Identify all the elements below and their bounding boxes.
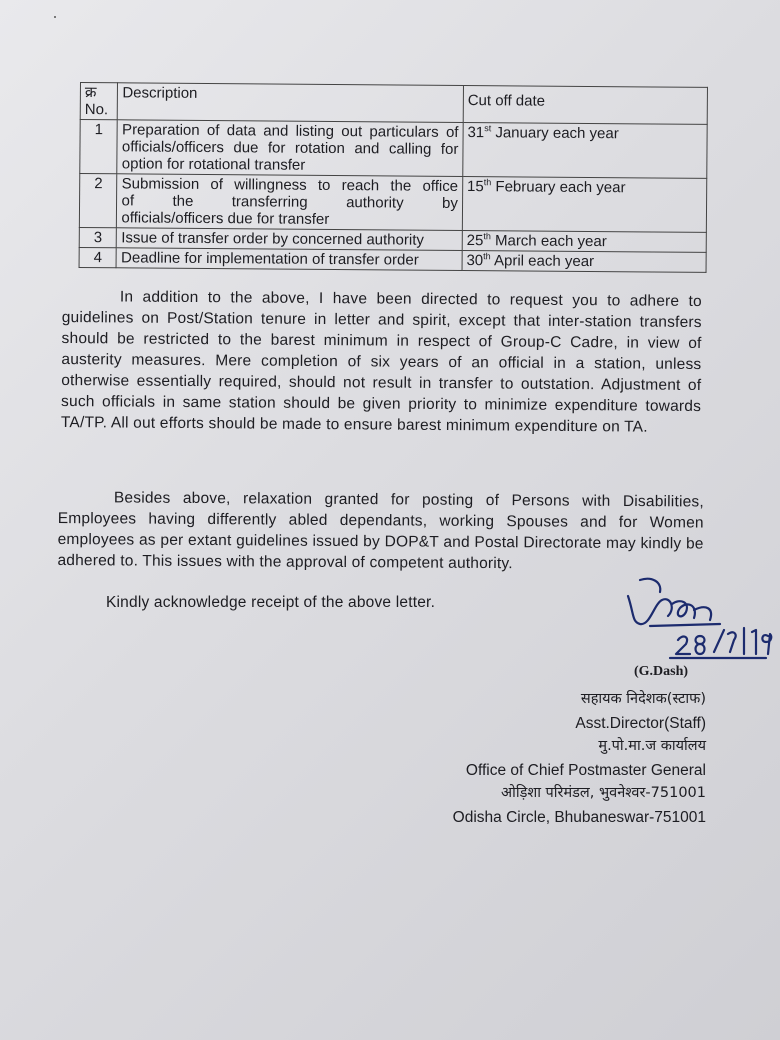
paper-speck [54,16,56,18]
row-number: 1 [80,120,118,174]
table-header-row [80,83,707,125]
row-cutoff [463,123,708,179]
header-cutoff [463,86,707,125]
row-cutoff [462,177,707,233]
cutoff-month: February each year [491,178,626,197]
signature-stroke [628,596,672,624]
cutoff-suffix: th [483,251,491,262]
header-description: Description [118,83,464,123]
paragraph-acknowledge: Kindly acknowledge receipt of the above letter. [106,594,436,611]
header-serial-english: No. [84,101,109,119]
cutoff-suffix: th [483,177,492,188]
title-hindi: सहायक निदेशक(स्टाफ) [580,691,706,707]
paragraph-relaxation: Besides above, relaxation granted for posting of Persons with Disabilities, Employees having differently abled dependants, working Spouses and for Women employees as per extant guidelines issued by DOP&T and Postal Directorate may kindly be adhered to. This issues with the approval of competent authority. [57,489,704,573]
signature-stroke [672,601,695,618]
row-cutoff [462,231,706,253]
row-description: Issue of transfer order by concerned authority [117,228,463,251]
table-row [80,120,707,179]
row-description-line: Submission of willingness to reach the office [121,175,459,195]
cutoff-suffix: th [483,231,491,242]
signature-stroke [762,634,771,654]
row-description-line: of the transferring authority by [121,192,458,212]
title-english: Asst.Director(Staff) [575,714,706,732]
signature-stroke [640,579,660,592]
table-row [79,247,706,272]
cutoff-day: 25 [466,232,484,250]
header-serial [80,83,118,120]
paragraph-tenure-guidelines: In addition to the above, I have been directed to request you to adhere to guidelines on Post/Station tenure in letter and spirit, except that inter-station transfers should be restricted to the barest minimum in respect of Group-C Cadre, in view of austerity measures. Mere completion of six years of an official in a station, unless otherwise essentially required, should not result in transfer to outstation. Adjustment of such officials in same station should be given priority to minimize expenditure towards TA/TP. All out efforts should be made to ensure barest minimum expenditure on TA. [60,288,702,436]
signature-stroke [728,632,736,652]
row-description: Deadline for implementation of transfer order [117,248,463,271]
header-cutoff-text: Cut off date [467,92,546,110]
circle-english: Odisha Circle, Bhubaneswar-751001 [452,808,706,826]
signature-block [453,688,706,829]
row-description-line: officials/officers due for transfer [121,209,330,228]
signatory-name: (G.Dash) [634,664,689,679]
transfer-schedule-table [79,82,708,273]
office-english: Office of Chief Postmaster General [465,761,706,779]
cutoff-day: 30 [466,252,484,270]
cutoff-suffix: st [484,123,492,134]
row-number: 4 [79,247,117,267]
signature-stroke [650,624,720,626]
cutoff-month: January each year [491,124,619,143]
cutoff-month: April each year [490,252,595,271]
signature-stroke [694,607,711,620]
office-hindi: मु.पो.मा.ज कार्यालय [598,738,706,754]
row-number: 2 [79,174,117,228]
row-description [117,174,463,231]
cutoff-month: March each year [490,232,607,251]
signature-stroke [752,630,756,654]
header-serial-hindi: क्र [84,84,97,102]
row-cutoff [462,251,706,273]
row-number: 3 [79,227,117,247]
circle-hindi: ओड़िशा परिमंडल, भुवनेश्वर-751001 [500,785,706,801]
cutoff-day: 31 [467,124,485,142]
signature-stroke [676,637,690,654]
signature-stroke [696,636,705,654]
cutoff-day: 15 [466,178,484,196]
signature-stroke [714,630,724,652]
table-row [79,174,706,233]
row-description: Preparation of data and listing out particulars of officials/officers due for rotation and calling for option for rotational transfer [117,120,463,177]
